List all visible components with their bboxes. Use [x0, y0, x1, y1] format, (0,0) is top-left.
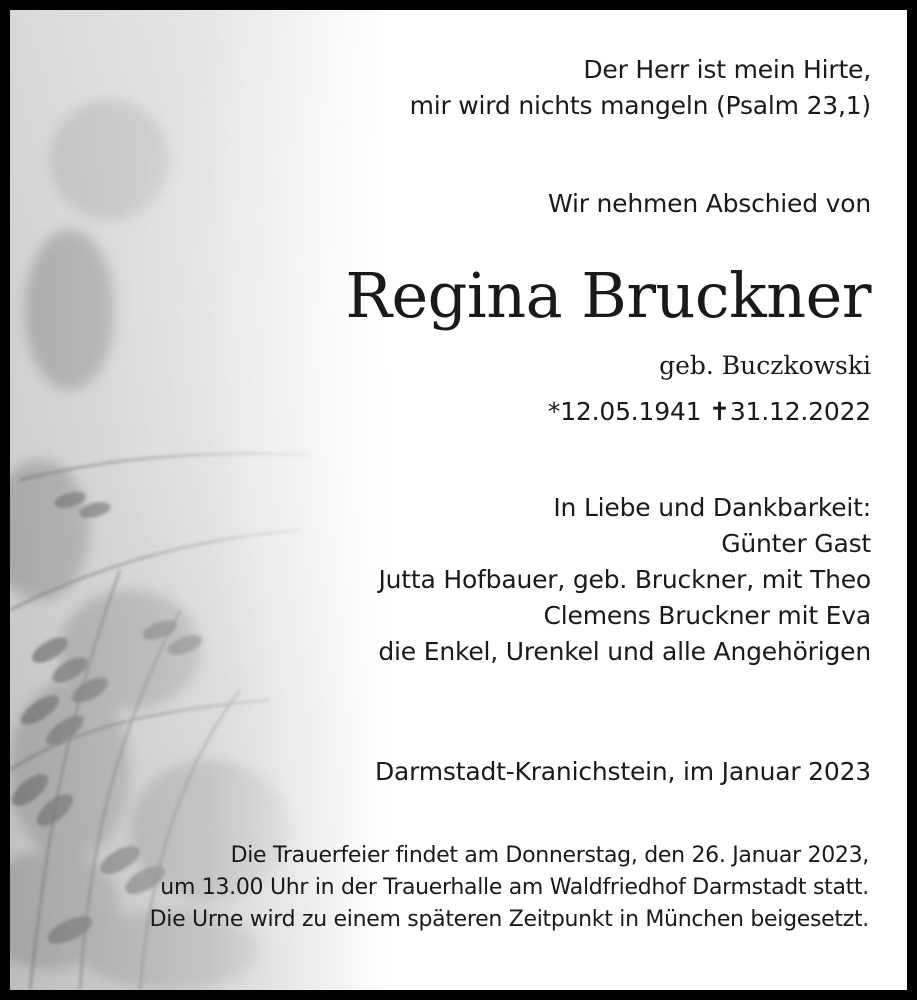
- life-dates: *12.05.1941 ✝31.12.2022: [547, 397, 871, 426]
- mourner-line: In Liebe und Dankbarkeit:: [553, 493, 871, 522]
- birth-name: geb. Buczkowski: [659, 351, 871, 380]
- mourners-list: [378, 490, 871, 670]
- mourner-line: Clemens Bruckner mit Eva: [543, 601, 871, 630]
- psalm-line: Der Herr ist mein Hirte,: [583, 55, 871, 84]
- service-line: um 13.00 Uhr in der Trauerhalle am Waldfriedhof Darmstadt statt.: [160, 875, 869, 900]
- mourner-line: die Enkel, Urenkel und alle Angehörigen: [378, 637, 871, 666]
- psalm-verse: [410, 52, 871, 124]
- service-line: Die Trauerfeier findet am Donnerstag, den 26. Januar 2023,: [230, 843, 869, 868]
- psalm-line: mir wird nichts mangeln (Psalm 23,1): [409, 91, 871, 120]
- service-line: Die Urne wird zu einem späteren Zeitpunkt in München beigesetzt.: [149, 907, 869, 932]
- funeral-service-info: [150, 840, 869, 936]
- farewell-intro: Wir nehmen Abschied von: [547, 189, 871, 218]
- place-and-date: Darmstadt-Kranichstein, im Januar 2023: [374, 757, 871, 786]
- mourner-line: Jutta Hofbauer, geb. Bruckner, mit Theo: [378, 565, 871, 594]
- mourner-line: Günter Gast: [721, 529, 871, 558]
- deceased-name: Regina Bruckner: [345, 259, 871, 332]
